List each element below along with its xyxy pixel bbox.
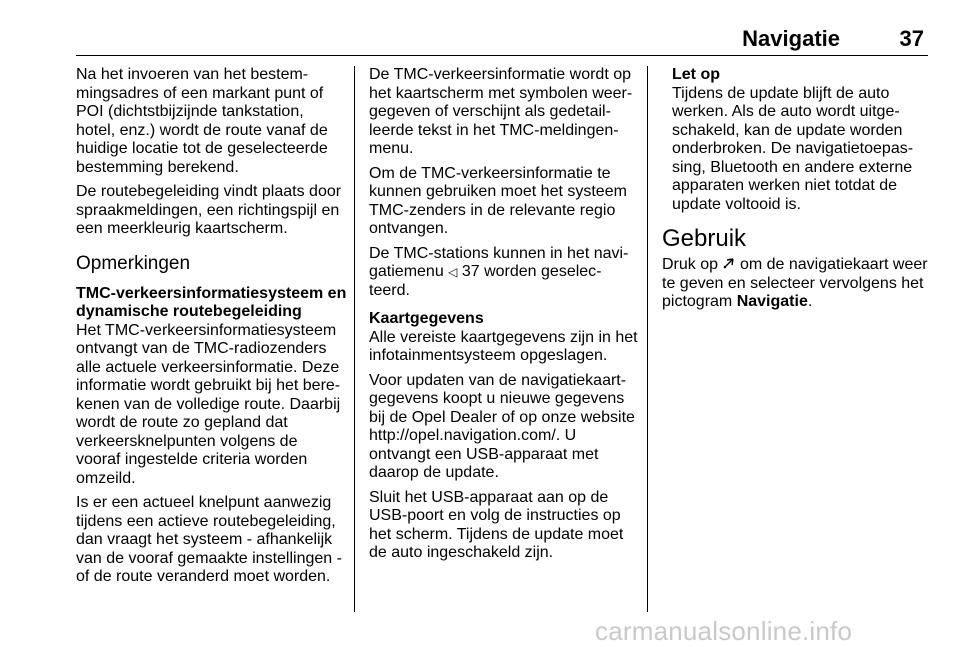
- text-line: dan vraagt het systeem - afhankelijk: [76, 531, 333, 548]
- text-line: http://opel.navigation.com/. U: [369, 427, 577, 444]
- paragraph: [76, 494, 348, 587]
- text-line: tijdens een actieve routebegeleiding,: [76, 512, 336, 530]
- section-heading: Opmerkingen: [76, 252, 191, 274]
- text-fragment: 37 worden geselec-: [461, 263, 602, 280]
- paragraph: [76, 66, 348, 177]
- page-title: Navigatie: [742, 26, 840, 51]
- text-line: onderbroken. De navigatietoepas-: [672, 140, 914, 157]
- text-line: leerde tekst in het TMC-meldingen-: [369, 121, 619, 139]
- text-line: huidige locatie tot de geselecteerde: [76, 140, 328, 157]
- text-line: of de route veranderd moet worden.: [76, 568, 331, 585]
- paragraph: [369, 329, 637, 366]
- text-line: sing, Bluetooth en andere externe: [672, 158, 913, 176]
- column-divider-2: [647, 66, 648, 612]
- text-line: schakeld, kan de update worden: [672, 121, 903, 139]
- text-line: gegevens koopt u nieuwe gegevens: [369, 390, 625, 407]
- text-fragment: gatiemenu: [369, 263, 444, 280]
- text-line: kenen van de volledige route. Daarbij: [76, 395, 341, 413]
- paragraph: [76, 183, 348, 239]
- text-line: [662, 256, 934, 275]
- text-line: menu.: [369, 140, 414, 157]
- text-fragment: .: [807, 293, 813, 310]
- watermark: carmanualsonline.info: [595, 616, 853, 646]
- paragraph: [369, 489, 637, 563]
- text-line: informatie wordt gebruikt bij het bere-: [76, 377, 341, 394]
- text-line: het kaartscherm met symbolen weer-: [369, 84, 633, 102]
- text-line: vooraf ingestelde criteria worden: [76, 451, 308, 468]
- bold-term: Navigatie: [736, 293, 808, 310]
- text-line: POI (dichtstbijzijnde tankstation,: [76, 103, 304, 120]
- text-line: ontvangt van de TMC-radiozenders: [76, 340, 327, 357]
- text-line: [369, 263, 637, 282]
- text-line: de auto ingeschakeld zijn.: [369, 544, 554, 561]
- text-line: bij de Opel Dealer of op onze website: [369, 408, 635, 426]
- text-line: De TMC-verkeersinformatie wordt op: [369, 66, 632, 83]
- text-line: een meerkleurig kaartscherm.: [76, 220, 288, 237]
- text-line: kunnen gebruiken moet het systeem: [369, 183, 627, 200]
- text-line: Tijdens de update blijft de auto: [672, 84, 890, 102]
- section-heading: Gebruik: [662, 225, 747, 252]
- text-line: infotainmentsysteem opgeslagen.: [369, 347, 608, 364]
- text-fragment: Druk op: [662, 256, 719, 273]
- text-line: verkeersknelpunten volgens de: [76, 432, 298, 450]
- triangle-arrow-icon: ◁: [448, 265, 458, 279]
- text-line: werken. Als de auto wordt uitge-: [672, 103, 900, 120]
- text-line: De routebegeleiding vindt plaats door: [76, 183, 342, 200]
- text-line: teerd.: [369, 281, 410, 299]
- text-line: alle actuele verkeersinformatie. Deze: [76, 358, 340, 376]
- column-divider-1: [354, 66, 355, 612]
- text-line: ontvangt een USB-apparaat met: [369, 445, 599, 463]
- header-rule: [76, 55, 928, 56]
- paragraph: [369, 66, 637, 159]
- page-header: [76, 26, 928, 54]
- text-line: bestemming berekend.: [76, 158, 239, 176]
- text-line: wordt de route zo gepland dat: [76, 414, 288, 431]
- text-line: gegeven of verschijnt als gedetail-: [369, 103, 611, 120]
- text-line: Na het invoeren van het bestem-: [76, 66, 309, 83]
- note-box: [672, 66, 934, 214]
- text-line: USB-poort en volg de instructies op: [369, 507, 621, 524]
- subheading: Kaartgegevens: [369, 310, 484, 327]
- text-line: het scherm. Tijdens de update moet: [369, 525, 624, 543]
- text-fragment: om de navigatiekaart weer: [739, 256, 928, 273]
- text-line: TMC-verkeersinformatiesysteem en: [76, 284, 347, 302]
- text-line: mingsadres of een markant punt of: [76, 84, 324, 102]
- text-line: Voor updaten van de navigatiekaart-: [369, 371, 627, 389]
- column-1: [76, 66, 348, 593]
- text-line: [662, 293, 934, 312]
- text-fragment: pictogram: [662, 293, 733, 310]
- text-line: van de vooraf gemaakte instellingen -: [76, 549, 342, 567]
- text-line: Het TMC-verkeersinformatiesysteem: [76, 321, 337, 339]
- text-line: ontvangen.: [369, 220, 449, 237]
- paragraph: [76, 322, 348, 489]
- text-line: De TMC-stations kunnen in het navi-: [369, 244, 629, 262]
- text-line: apparaten werken niet totdat de: [672, 177, 898, 194]
- column-2: [369, 66, 637, 569]
- text-line: Om de TMC-verkeersinformatie te: [369, 164, 611, 182]
- text-line: update voltooid is.: [672, 195, 801, 213]
- text-line: dynamische routebegeleiding: [76, 303, 302, 320]
- text-line: omzeild.: [76, 469, 136, 487]
- text-line: Sluit het USB-apparaat aan op de: [369, 488, 609, 506]
- text-line: hotel, enz.) wordt de route vanaf de: [76, 121, 328, 139]
- navigation-icon: [722, 257, 735, 270]
- text-line: spraakmeldingen, een richtingspijl en: [76, 201, 340, 219]
- note-title: Let op: [672, 66, 720, 83]
- text-line: Is er een actueel knelpunt aanwezig: [76, 494, 332, 511]
- text-line: TMC-zenders in de relevante regio: [369, 201, 616, 219]
- paragraph: [369, 245, 637, 301]
- paragraph: [369, 165, 637, 239]
- text-line: Alle vereiste kaartgegevens zijn in het: [369, 328, 638, 346]
- page-number: 37: [899, 26, 924, 51]
- text-line: daarop de update.: [369, 464, 499, 481]
- paragraph: [369, 372, 637, 483]
- column-3: [662, 66, 934, 318]
- subheading: [76, 285, 348, 322]
- paragraph: [662, 256, 934, 312]
- text-line: te geven en selecteer vervolgens het: [662, 274, 924, 292]
